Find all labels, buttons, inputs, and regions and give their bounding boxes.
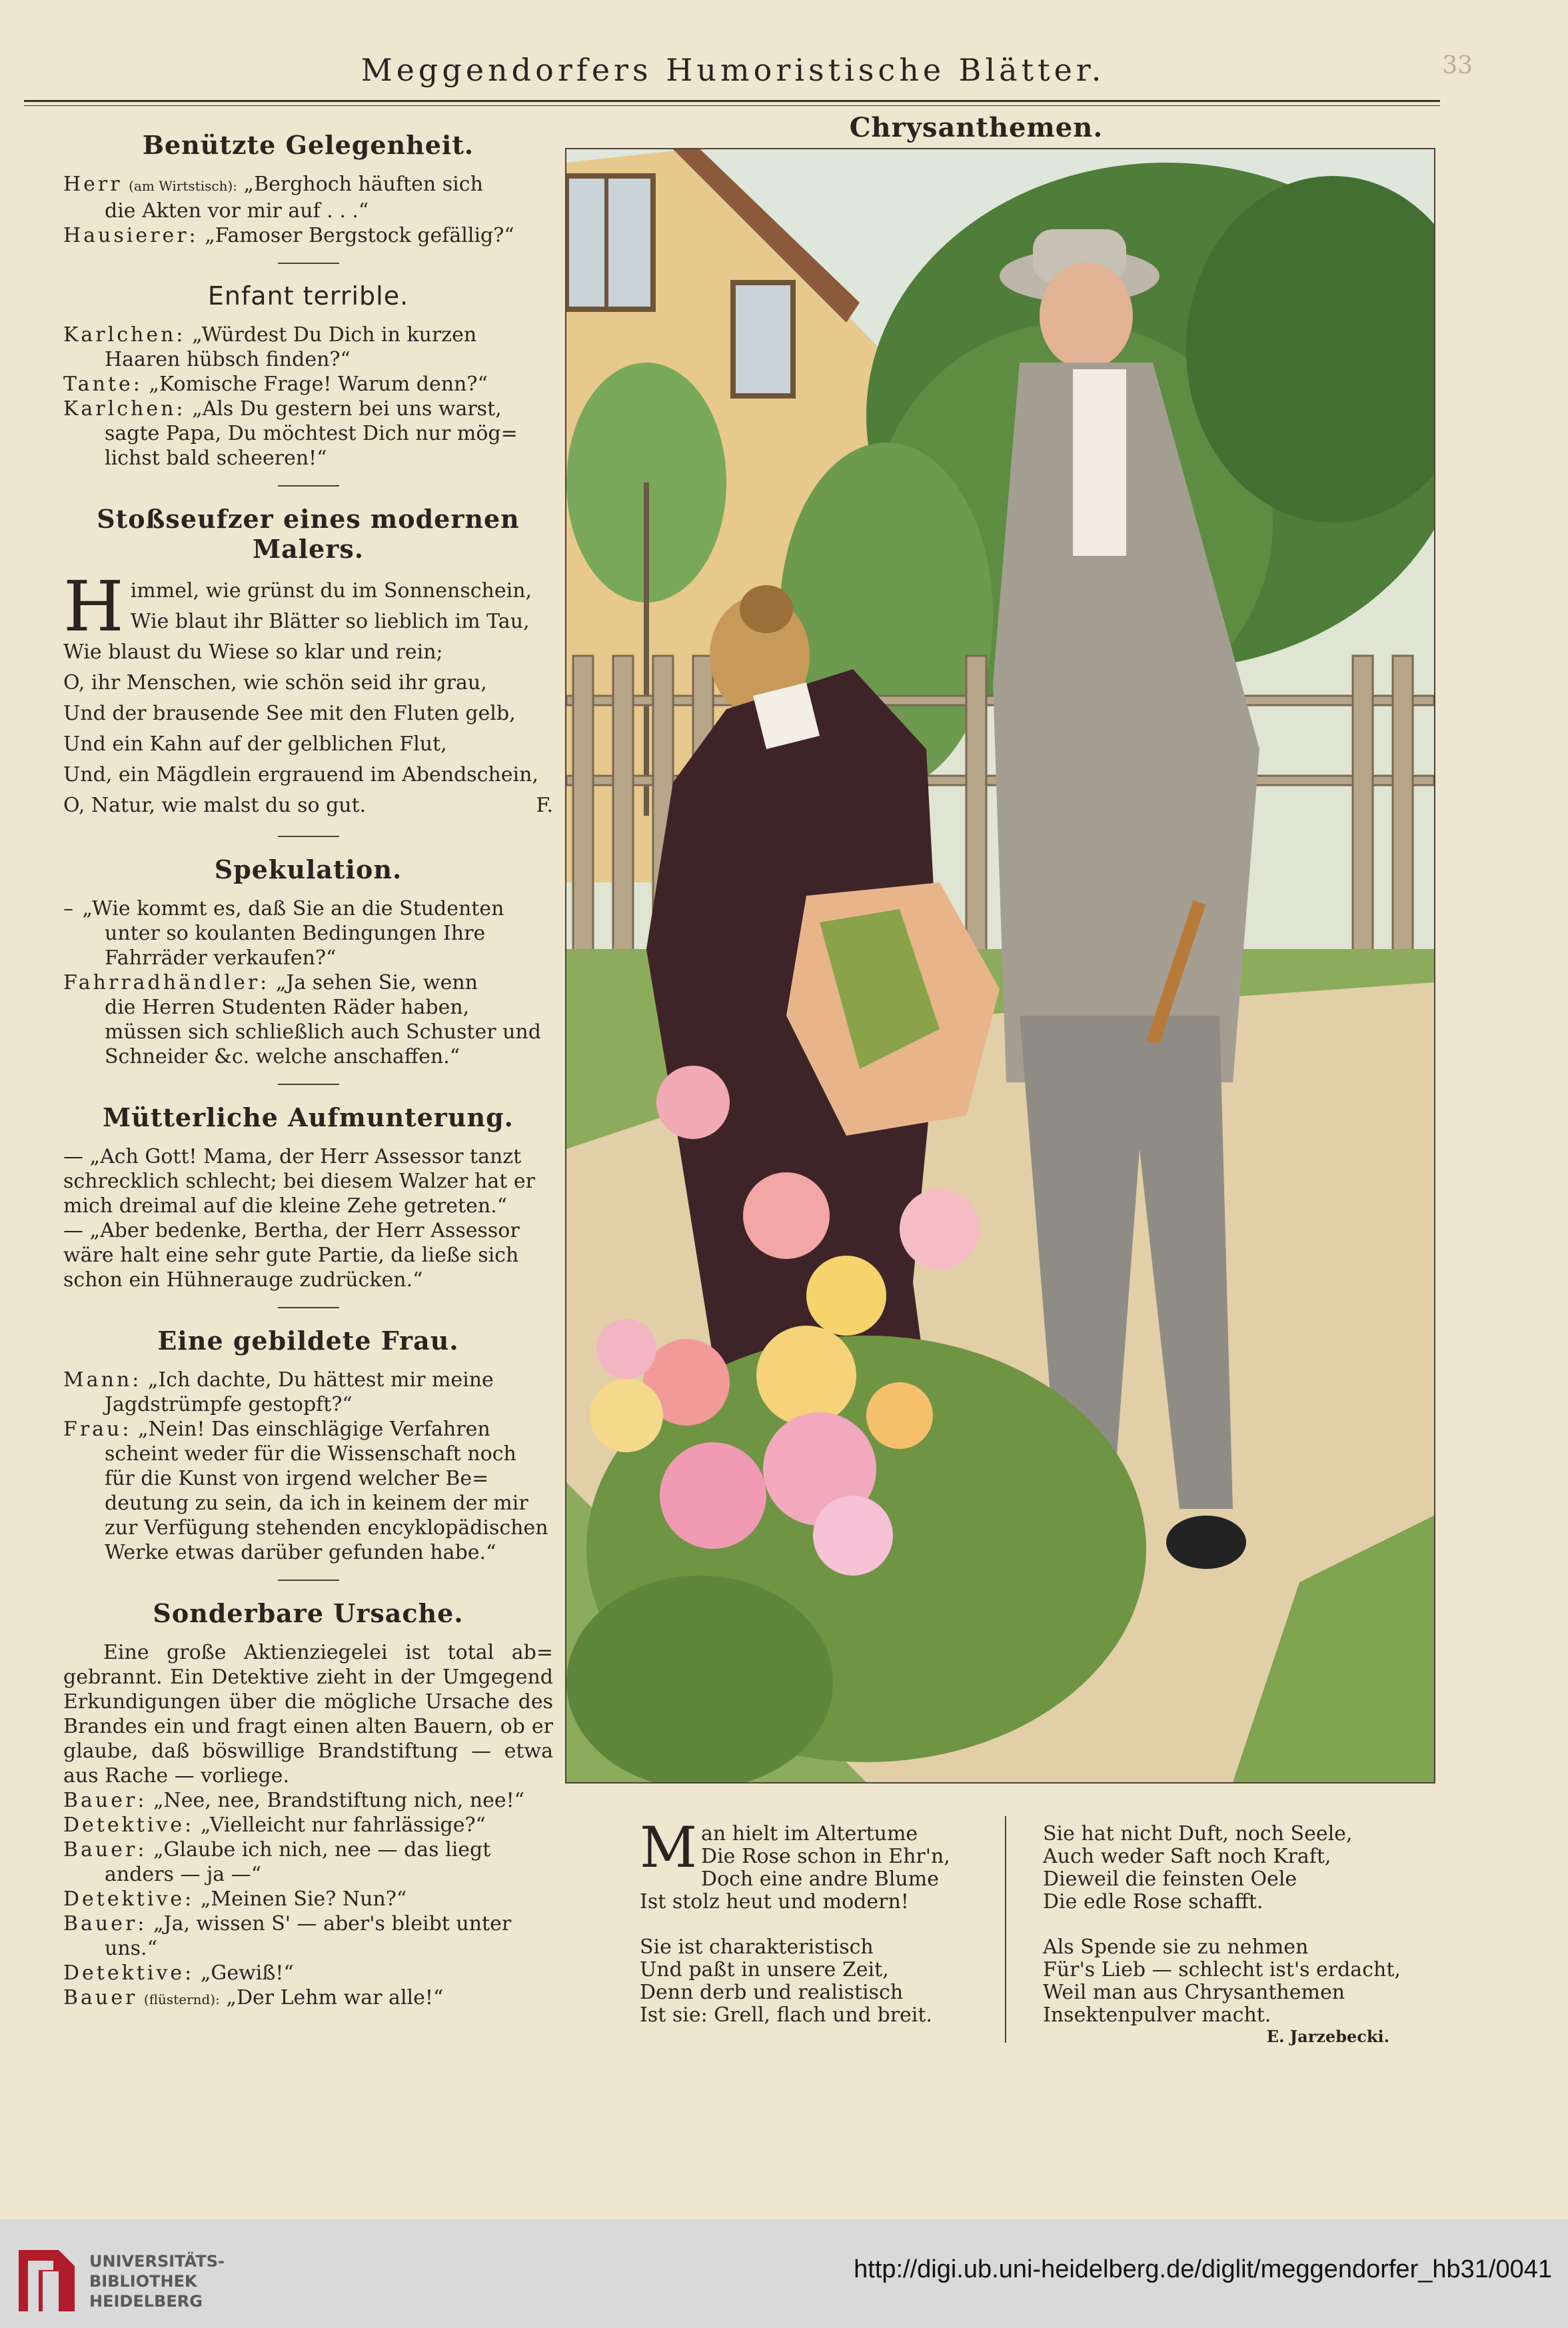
dialogue-line bbox=[63, 372, 553, 397]
poem-line-text: immel, wie grünst du im Sonnenschein, bbox=[130, 579, 532, 602]
line-text: „Würdest Du Dich in kurzen bbox=[192, 323, 477, 347]
dialogue-line bbox=[63, 1813, 553, 1837]
dialogue-line bbox=[63, 1516, 553, 1540]
line-text: — „Ach Gott! Mama, der Herr Assessor tanzt bbox=[63, 1145, 522, 1168]
poem-line-text: Und paßt in unsere Zeit, bbox=[640, 1958, 889, 1981]
poem-line-text: Sie ist charakteristisch bbox=[640, 1935, 874, 1959]
left-column bbox=[63, 130, 553, 2012]
speaker: Hausierer: bbox=[63, 224, 199, 247]
poem-line bbox=[1043, 1823, 1389, 1845]
speaker: Frau: bbox=[63, 1418, 132, 1441]
speaker: Bauer: bbox=[63, 1912, 147, 1935]
speaker: Bauer: bbox=[63, 1789, 147, 1812]
dialogue-line bbox=[63, 1911, 553, 1936]
poem-line-text: Wie blaut ihr Blätter so lieblich im Tau, bbox=[130, 610, 530, 633]
source-url[interactable]: http://digi.ub.uni-heidelberg.de/diglit/meggendorfer_hb31/0041 bbox=[854, 2255, 1552, 2283]
library-name-line: UNIVERSITÄTS- bbox=[89, 2252, 225, 2271]
dialogue-line bbox=[63, 1218, 553, 1243]
university-library-logo-icon bbox=[19, 2245, 75, 2311]
section-s3 bbox=[63, 504, 553, 821]
speaker-note: (flüsternd): bbox=[143, 1991, 220, 2007]
line-text: sagte Papa, Du möchtest Dich nur mög= bbox=[105, 422, 518, 445]
section-title: Sonderbare Ursache. bbox=[153, 1598, 464, 1628]
poem-line-text: O, ihr Menschen, wie schön seid ihr grau, bbox=[63, 671, 487, 694]
line-text: deutung zu sein, da ich in keinem der mir bbox=[105, 1492, 528, 1515]
line-text: „Der Lehm war alle!“ bbox=[226, 1986, 444, 2009]
poem-line bbox=[640, 1981, 986, 2004]
speaker: Detektive: bbox=[63, 1813, 195, 1837]
section-title: Enfant terrible. bbox=[207, 281, 409, 311]
speaker: Fahrradhändler: bbox=[63, 971, 270, 994]
dialogue-line bbox=[63, 1466, 553, 1491]
stanza-gap bbox=[640, 1913, 986, 1936]
speaker: Herr bbox=[63, 173, 123, 196]
poem-column-2 bbox=[1043, 1822, 1401, 2046]
dialogue-line bbox=[63, 970, 553, 995]
poem-line-text: Und, ein Mägdlein ergrauend im Abendschein, bbox=[63, 763, 539, 786]
line-text: „Famoser Bergstock gefällig?“ bbox=[205, 224, 514, 247]
section-divider bbox=[278, 836, 339, 837]
poem-line bbox=[1043, 1868, 1389, 1891]
poem-line-text: Ist sie: Grell, flach und breit. bbox=[640, 2003, 932, 2027]
section-s4 bbox=[63, 854, 553, 1069]
section-paragraph bbox=[63, 1640, 553, 1788]
poem-line bbox=[1043, 1958, 1401, 1981]
speaker: Karlchen: bbox=[63, 397, 186, 421]
section-s7 bbox=[63, 1598, 553, 2012]
dialogue-line bbox=[63, 1020, 553, 1044]
poem-line bbox=[63, 637, 553, 668]
line-text: die Akten vor mir auf . . .“ bbox=[105, 199, 369, 223]
poem-author: E. Jarzebecki. bbox=[1266, 2027, 1389, 2046]
line-text: „Nein! Das einschlägige Verfahren bbox=[138, 1418, 490, 1441]
masthead-rule-thin bbox=[24, 105, 1440, 106]
section-title: Benützte Gelegenheit. bbox=[142, 130, 474, 160]
dialogue-line bbox=[63, 1144, 553, 1169]
line-text: „Ich dachte, Du hättest mir meine bbox=[147, 1368, 494, 1392]
poem-line bbox=[63, 606, 553, 637]
line-text: für die Kunst von irgend welcher Be= bbox=[105, 1467, 489, 1490]
line-text: die Herren Studenten Räder haben, bbox=[105, 996, 470, 1019]
dialogue-line bbox=[63, 1491, 553, 1516]
dialogue-line bbox=[63, 946, 553, 970]
section-title: Stoßseufzer eines modernen Malers. bbox=[97, 504, 520, 564]
poem-line bbox=[1043, 2004, 1389, 2027]
dialogue-line bbox=[63, 1862, 553, 1887]
dialogue-line bbox=[63, 347, 553, 372]
dialogue-line bbox=[63, 421, 553, 446]
section-divider bbox=[278, 1307, 339, 1308]
poem-line-text: Weil man aus Chrysanthemen bbox=[1043, 1981, 1345, 2004]
speaker: Karlchen: bbox=[63, 323, 186, 347]
section-s2 bbox=[63, 281, 553, 471]
dialogue-line bbox=[63, 1392, 553, 1417]
paragraph-line: des Brandes ein und fragt einen alten Bauern, bbox=[63, 1690, 553, 1738]
line-text: Schneider &c. welche anschaffen.“ bbox=[105, 1045, 460, 1068]
poem-column-1 bbox=[640, 1815, 986, 2027]
poem-line-text: Als Spende sie zu nehmen bbox=[1043, 1935, 1309, 1959]
dialogue-line bbox=[63, 921, 553, 946]
line-text: müssen sich schließlich auch Schuster und bbox=[105, 1020, 541, 1044]
speaker-note: (am Wirtstisch): bbox=[129, 178, 237, 194]
line-text: „Ja, wissen S' — aber's bleibt unter bbox=[153, 1912, 512, 1935]
line-text: „Ja sehen Sie, wenn bbox=[275, 971, 478, 994]
line-text: mich dreimal auf die kleine Zehe getreten.“ bbox=[63, 1194, 508, 1218]
dialogue-line bbox=[63, 896, 553, 921]
line-text: schon ein Hühnerauge zudrücken.“ bbox=[63, 1268, 423, 1292]
line-text: „Vielleicht nur fahrlässige?“ bbox=[200, 1813, 486, 1837]
section-s6 bbox=[63, 1326, 553, 1565]
poem-initial: H bbox=[63, 566, 124, 647]
library-name-line: HEIDELBERG bbox=[89, 2292, 203, 2311]
library-name bbox=[89, 2251, 225, 2311]
poem-line bbox=[1043, 1936, 1389, 1959]
poem-line-text: Und ein Kahn auf der gelblichen Flut, bbox=[63, 732, 447, 756]
poem-line-text: Dieweil die feinsten Oele bbox=[1043, 1867, 1297, 1891]
paragraph-line: ob er glaube, daß böswillige Brandstiftung bbox=[63, 1715, 553, 1763]
page-number: 33 bbox=[1442, 52, 1473, 79]
poem-line-text: Insektenpulver macht. bbox=[1043, 2003, 1271, 2027]
poem-line-text: Ist stolz heut und modern! bbox=[640, 1890, 909, 1913]
dialogue-line bbox=[63, 1887, 553, 1911]
library-footer bbox=[0, 2219, 1568, 2328]
garden-scene-image bbox=[566, 149, 1434, 1782]
poem-signature: F. bbox=[536, 794, 553, 817]
dialogue-line bbox=[63, 1837, 553, 1862]
speaker: Detektive: bbox=[63, 1961, 195, 1985]
masthead bbox=[27, 52, 1473, 105]
line-text: lichst bald scheeren!“ bbox=[105, 447, 327, 470]
poem-line bbox=[63, 790, 553, 821]
line-text: „Komische Frage! Warum denn?“ bbox=[149, 373, 488, 396]
poem-line-text: Sie hat nicht Duft, noch Seele, bbox=[1043, 1822, 1353, 1845]
dialogue-line bbox=[63, 397, 553, 421]
section-s5 bbox=[63, 1102, 553, 1292]
dialogue-line bbox=[63, 199, 553, 223]
poem-line bbox=[63, 760, 553, 790]
dialogue-line bbox=[63, 1044, 553, 1069]
line-text: — „Aber bedenke, Bertha, der Herr Assessor bbox=[63, 1219, 520, 1242]
section-title: Eine gebildete Frau. bbox=[157, 1326, 459, 1356]
section-divider bbox=[278, 1084, 339, 1085]
dialogue-line bbox=[63, 1961, 553, 1985]
illustration-title: Chrysanthemen. bbox=[849, 112, 1104, 143]
poem-line-text: an hielt im Altertume bbox=[701, 1822, 918, 1845]
paragraph-line: Eine große Aktienziegelei ist total ab= bbox=[103, 1641, 553, 1664]
dialogue-line bbox=[63, 1417, 553, 1442]
line-text: „Wie kommt es, daß Sie an die Studenten bbox=[82, 897, 504, 920]
poem-line bbox=[63, 576, 553, 606]
line-text: schrecklich schlecht; bei diesem Walzer hat er bbox=[63, 1170, 535, 1193]
masthead-title: Meggendorfers Humoristische Blätter. bbox=[361, 52, 1106, 88]
speaker: – bbox=[63, 897, 76, 920]
paragraph-line: — etwa aus Rache — vorliege. bbox=[63, 1740, 553, 1787]
poem-line-text: Denn derb und realistisch bbox=[640, 1981, 904, 2004]
poem-line-text: O, Natur, wie malst du so gut. bbox=[63, 794, 367, 817]
line-text: wäre halt eine sehr gute Partie, da ließe sich bbox=[63, 1244, 519, 1267]
speaker: Bauer: bbox=[63, 1838, 147, 1861]
line-text: Fahrräder verkaufen?“ bbox=[105, 946, 337, 970]
dialogue-line bbox=[63, 1540, 553, 1565]
dialogue-line bbox=[63, 172, 553, 199]
dialogue-line bbox=[63, 1985, 553, 2012]
poem-line bbox=[1043, 1891, 1389, 1913]
poem-line-text: Die Rose schon in Ehr'n, bbox=[701, 1845, 950, 1868]
section-s1 bbox=[63, 130, 553, 248]
line-text: „Berghoch häuften sich bbox=[243, 173, 483, 196]
poem-line-text: Auch weder Saft noch Kraft, bbox=[1043, 1845, 1331, 1868]
line-text: anders — ja —“ bbox=[105, 1863, 262, 1886]
poem-divider bbox=[1005, 1816, 1006, 2043]
dialogue-line bbox=[63, 1788, 553, 1813]
library-name-line: BIBLIOTHEK bbox=[89, 2272, 197, 2291]
poem-line bbox=[63, 698, 553, 729]
dialogue-line bbox=[63, 1442, 553, 1466]
speaker: Detektive: bbox=[63, 1887, 195, 1911]
dialogue-line bbox=[63, 1194, 553, 1218]
poem-dropcap: M bbox=[640, 1815, 698, 1880]
poem-line bbox=[63, 668, 553, 698]
masthead-rule bbox=[24, 100, 1440, 102]
poem-line-text: Die edle Rose schafft. bbox=[1043, 1890, 1263, 1913]
poem-line-text: Doch eine andre Blume bbox=[701, 1867, 939, 1891]
paragraph-line: Erkundigungen über die mögliche Ursache bbox=[63, 1690, 518, 1714]
section-divider bbox=[278, 1580, 339, 1581]
poem-block bbox=[63, 566, 553, 821]
stanza-gap bbox=[1043, 1913, 1389, 1936]
dialogue-line bbox=[63, 1268, 553, 1292]
dialogue-line bbox=[63, 1936, 553, 1961]
dialogue-line bbox=[63, 1243, 553, 1268]
dialogue-line bbox=[63, 995, 553, 1020]
line-text: „Meinen Sie? Nun?“ bbox=[200, 1887, 407, 1911]
dialogue-line bbox=[63, 323, 553, 347]
dialogue-line bbox=[63, 1368, 553, 1392]
section-title: Spekulation. bbox=[214, 854, 402, 884]
line-text: unter so koulanten Bedingungen Ihre bbox=[105, 922, 486, 945]
line-text: „Gewiß!“ bbox=[200, 1961, 294, 1985]
poem-line bbox=[640, 2004, 986, 2027]
dialogue-line bbox=[63, 1169, 553, 1194]
poem-line-text: Und der brausende See mit den Fluten gelb, bbox=[63, 702, 516, 725]
line-text: Haaren hübsch finden?“ bbox=[105, 348, 351, 371]
line-text: „Nee, nee, Brandstiftung nich, nee!“ bbox=[153, 1789, 525, 1812]
line-text: zur Verfügung stehenden encyklopädischen bbox=[105, 1516, 548, 1540]
speaker: Mann: bbox=[63, 1368, 142, 1392]
line-text: uns.“ bbox=[105, 1937, 157, 1960]
speaker: Bauer bbox=[63, 1986, 138, 2009]
poem-line-text: Für's Lieb — schlecht ist's erdacht, bbox=[1043, 1958, 1401, 1981]
poem-line bbox=[63, 729, 553, 760]
line-text: scheint weder für die Wissenschaft noch bbox=[105, 1442, 516, 1466]
poem-line bbox=[1043, 1981, 1389, 2004]
speaker: Tante: bbox=[63, 373, 143, 396]
poem-line-text: Wie blaust du Wiese so klar und rein; bbox=[63, 640, 443, 664]
section-divider bbox=[278, 485, 339, 487]
dialogue-line bbox=[63, 446, 553, 471]
section-divider bbox=[278, 263, 339, 264]
paragraph-line: gebrannt. Ein Detektive zieht in der Umgegend bbox=[63, 1666, 553, 1689]
poem-line bbox=[640, 1936, 986, 1959]
line-text: „Glaube ich nich, nee — das liegt bbox=[153, 1838, 491, 1861]
dialogue-line bbox=[63, 223, 553, 248]
poem-line bbox=[1043, 1845, 1389, 1868]
poem-line bbox=[640, 1891, 986, 1913]
poem-line bbox=[640, 1959, 986, 1981]
line-text: Jagdstrümpfe gestopft?“ bbox=[105, 1393, 353, 1416]
section-title: Mütterliche Aufmunterung. bbox=[103, 1102, 514, 1132]
line-text: „Als Du gestern bei uns warst, bbox=[192, 397, 502, 421]
illustration-chrysanthemen bbox=[565, 148, 1435, 1783]
line-text: Werke etwas darüber gefunden habe.“ bbox=[105, 1541, 496, 1564]
